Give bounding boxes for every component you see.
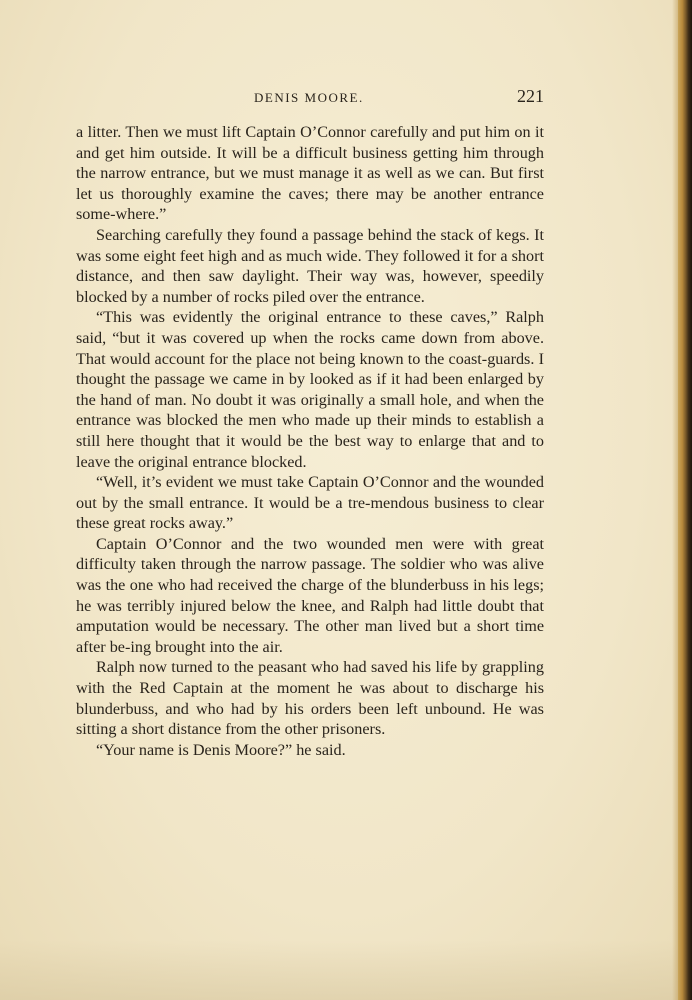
paragraph: “Well, it’s evident we must take Captain O’Connor and the wounded out by the small entrance. It would be a tre-mendous business to clear these great rocks away.” bbox=[76, 473, 544, 533]
page-number: 221 bbox=[517, 86, 544, 106]
paragraph: Captain O’Connor and the two wounded men were with great difficulty taken through the narrow passage. The soldier who was alive was the one who had received the charge of the blunderbuss in his legs; he was terribly injured below the knee, and Ralph had little doubt that amputation would be necessary. The other man lived but a short time after be-ing brought into the air. bbox=[76, 534, 544, 656]
running-header bbox=[76, 86, 544, 110]
running-title: DENIS MOORE. bbox=[254, 90, 364, 105]
paragraph: “This was evidently the original entrance to these caves,” Ralph said, “but it was covered up when the rocks came down from above. That would account for the place not being known to the coast-guards. I thought the passage we came in by looked as if it had been enlarged by the hand of man. No doubt it was originally a small hole, and when the entrance was blocked the men who made up their minds to establish a still here thought that it would be the best way to enlarge that and to leave the original entrance blocked. bbox=[76, 308, 544, 471]
page-shadow bbox=[0, 940, 692, 1000]
book-spine bbox=[678, 0, 692, 1000]
body-text bbox=[76, 122, 544, 760]
paragraph: a litter. Then we must lift Captain O’Connor carefully and put him on it and get him outside. It will be a difficult business getting him through the narrow entrance, but we must manage it as well as we can. But first let us thoroughly examine the caves; there may be another entrance some-where.” bbox=[76, 123, 544, 224]
paragraph: Searching carefully they found a passage behind the stack of kegs. It was some eight feet high and as much wide. They followed it for a short distance, and then saw daylight. Their way was, however, speedily blocked by a number of rocks piled over the entrance. bbox=[76, 225, 544, 306]
paragraph: Ralph now turned to the peasant who had saved his life by grappling with the Red Captain at the moment he was about to discharge his blunderbuss, and who had by his orders been left unbound. He was sitting a short distance from the other prisoners. bbox=[76, 658, 544, 739]
paragraph: “Your name is Denis Moore?” he said. bbox=[96, 740, 346, 759]
